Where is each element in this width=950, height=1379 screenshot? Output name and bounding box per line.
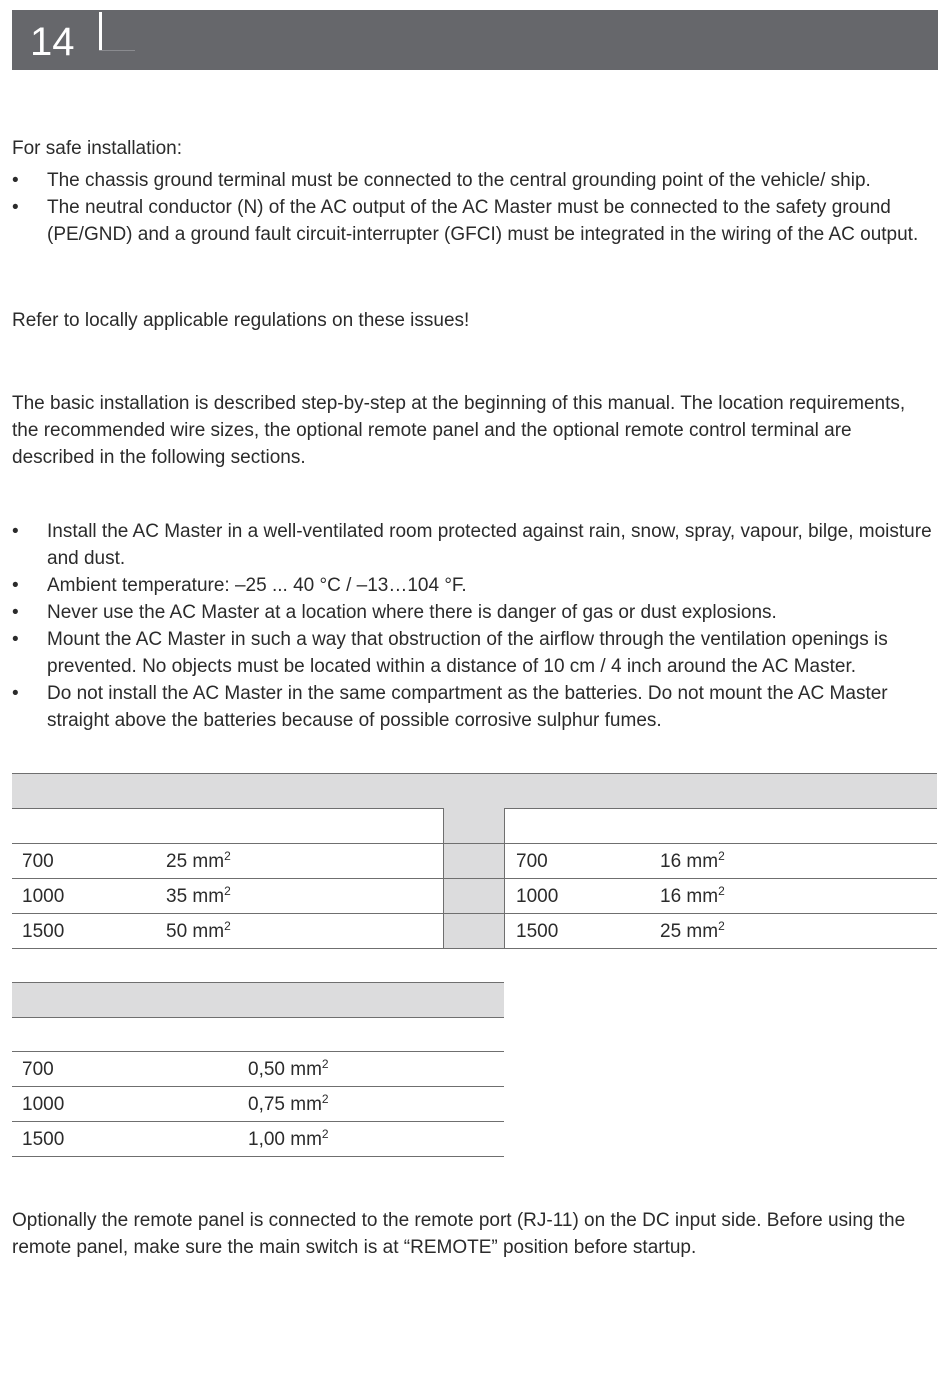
bullet-marker: • — [12, 602, 19, 623]
location-bullet: • Mount the AC Master in such a way that obstruction of the airflow through the ventilation openings is prevented. No objects must be located within a distance of 10 cm / 4 inch around the AC Master. — [12, 626, 947, 680]
table-cell-size: 16 $mm^2$ — [660, 849, 725, 872]
bullet-marker: • — [12, 521, 19, 542]
table-cell-size: 25 $mm^2$ — [166, 849, 231, 872]
header-divider — [99, 12, 102, 50]
bullet-marker: • — [12, 197, 19, 218]
table-rule — [12, 913, 937, 914]
table-rule — [12, 1051, 504, 1052]
table-cell-size: 16 $mm^2$ — [660, 884, 725, 907]
table-cell-model: 700 — [22, 851, 54, 872]
table-cell-model: 1500 — [516, 921, 559, 942]
location-bullet: • Install the AC Master in a well-ventilated room protected against rain, snow, spray, vapour, bilge, moisture and dust. — [12, 518, 947, 572]
regulations-note: Refer to locally applicable regulations on these issues! — [12, 310, 470, 331]
table-cell-size: 25 $mm^2$ — [660, 919, 725, 942]
table-rule — [12, 843, 937, 844]
table-cell-size: 35 $mm^2$ — [166, 884, 231, 907]
table-cell-size: 50 $mm^2$ — [166, 919, 231, 942]
location-bullet: • Do not install the AC Master in the same compartment as the batteries. Do not mount the AC Master straight above the batteries because of possible corrosive sulphur fumes. — [12, 680, 947, 734]
bullet-marker: • — [12, 170, 19, 191]
table-cell-size: 0,50 $mm^2$ — [248, 1057, 329, 1080]
location-bullet: • Never use the AC Master at a location where there is danger of gas or dust explosions. — [12, 599, 947, 626]
table-cell-model: 1500 — [22, 1129, 65, 1150]
table-cell-model: 1000 — [22, 1094, 65, 1115]
table-rule — [12, 1156, 504, 1157]
table-cell-model: 1000 — [22, 886, 65, 907]
table-cell-model: 1000 — [516, 886, 559, 907]
table-rule — [12, 1086, 504, 1087]
location-bullet: • Ambient temperature: –25 ... 40 °C / –13…104 °F. — [12, 572, 947, 599]
table-cell-size: 1,00 $mm^2$ — [248, 1127, 329, 1150]
bullet-marker: • — [12, 575, 19, 596]
bullet-marker: • — [12, 683, 19, 704]
table-rule — [12, 1121, 504, 1122]
page-header-bar — [12, 10, 938, 70]
remote-panel-text: Optionally the remote panel is connected to the remote port (RJ-11) on the DC input side. Before using the remote panel, make sure the main switch is at “REMOTE” position before startup. — [12, 1210, 906, 1258]
table-header-band — [12, 982, 504, 1018]
header-rule — [99, 50, 135, 51]
bullet-marker: • — [12, 629, 19, 650]
basic-installation-text: The basic installation is described step-by-step at the beginning of this manual. The location requirements, the recommended wire sizes, the optional remote panel and the optional remote control terminal are described in the following sections. — [12, 393, 906, 468]
page-number: 14 — [30, 20, 75, 64]
table-rule — [12, 878, 937, 879]
table-header-band — [12, 773, 937, 809]
table-cell-model: 700 — [516, 851, 548, 872]
table-rule — [12, 948, 937, 949]
location-bullet-list — [12, 518, 947, 734]
table-cell-model: 1500 — [22, 921, 65, 942]
safety-bullet: • The chassis ground terminal must be connected to the central grounding point of the vehicle/ ship. — [12, 167, 940, 194]
safety-bullet-list — [12, 167, 940, 248]
table-cell-size: 0,75 $mm^2$ — [248, 1092, 329, 1115]
table-cell-model: 700 — [22, 1059, 54, 1080]
safety-intro: For safe installation: — [12, 138, 183, 159]
safety-bullet: • The neutral conductor (N) of the AC output of the AC Master must be connected to the safety ground (PE/GND) and a ground fault circuit-interrupter (GFCI) must be integrated in the wiring of the AC output. — [12, 194, 940, 248]
